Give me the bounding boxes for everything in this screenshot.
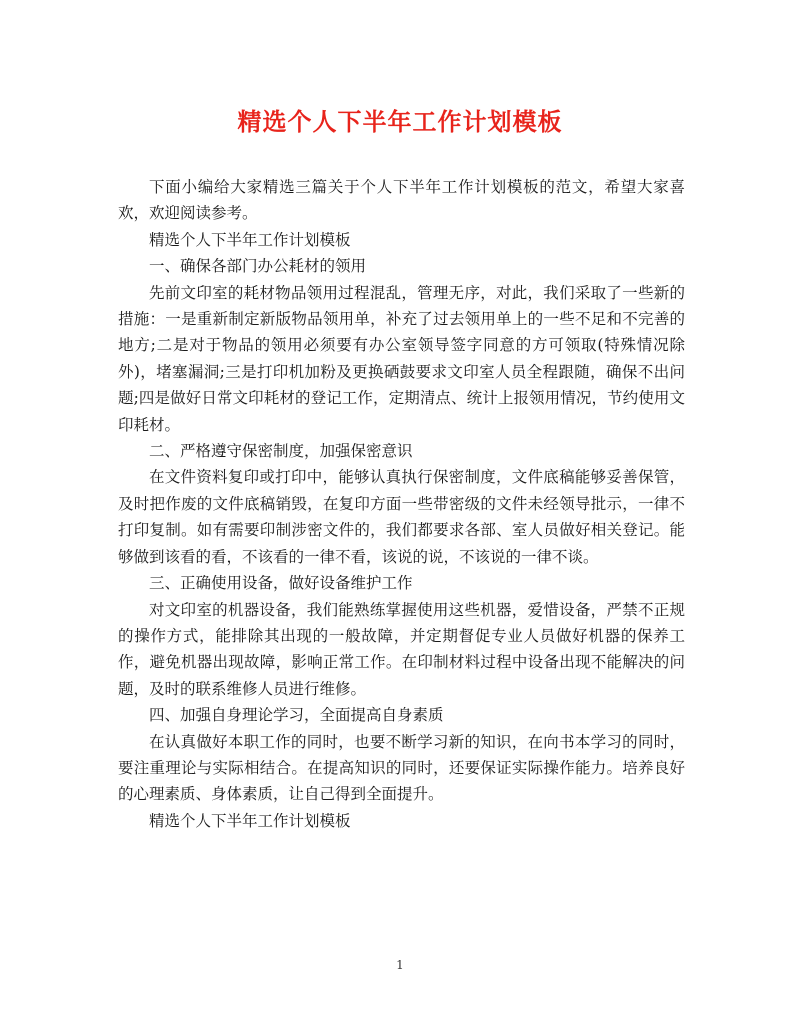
section-heading-2: 二、严格遵守保密制度，加强保密意识 [149, 442, 413, 461]
page-number: 1 [396, 958, 404, 972]
section-paragraph-3: 对文印室的机器设备，我们能熟练掌握使用这些机器，爱惜设备，严禁不正规的操作方式，能排除其出现的一般故障，并定期督促专业人员做好机器的保养工作，避免机器出现故障，影响正常工作。在印制材料过程中设备出现不能解决的问题，及时的联系维修人员进行维修。 [118, 600, 685, 698]
section-title-repeat: 精选个人下半年工作计划模板 [149, 811, 351, 830]
section-paragraph-1: 先前文印室的耗材物品领用过程混乱，管理无序，对此，我们采取了一些新的措施：一是重新制定新版物品领用单，补充了过去领用单上的一些不足和不完善的地方;二是对于物品的领用必须要有办公室领导签字同意的方可领取(特殊情况除外)，堵塞漏洞;三是打印机加粉及更换硒鼓要求文印室人员全程跟随，确保不出问题;四是做好日常文印耗材的登记工作，定期清点、统计上报领用情况，节约使用文印耗材。 [118, 283, 685, 434]
document-body [118, 174, 685, 834]
section-paragraph-2: 在文件资料复印或打印中，能够认真执行保密制度，文件底稿能够妥善保管，及时把作废的文件底稿销毁，在复印方面一些带密级的文件未经领导批示，一律不打印复制。如有需要印制涉密文件的，我们都要求各部、室人员做好相关登记。能够做到该看的看，不该看的一律不看，该说的说，不该说的一律不谈。 [118, 468, 685, 566]
section-title: 精选个人下半年工作计划模板 [149, 230, 351, 249]
intro-paragraph: 下面小编给大家精选三篇关于个人下半年工作计划模板的范文，希望大家喜欢，欢迎阅读参考。 [118, 178, 685, 223]
section-heading-3: 三、正确使用设备，做好设备维护工作 [149, 574, 413, 593]
section-heading-1: 一、确保各部门办公耗材的领用 [149, 257, 367, 276]
section-heading-4: 四、加强自身理论学习，全面提高自身素质 [149, 706, 444, 725]
page-title: 精选个人下半年工作计划模板 [237, 107, 563, 136]
section-paragraph-4: 在认真做好本职工作的同时，也要不断学习新的知识，在向书本学习的同时，要注重理论与实际相结合。在提高知识的同时，还要保证实际操作能力。培养良好的心理素质、身体素质，让自己得到全面提升。 [118, 732, 685, 804]
